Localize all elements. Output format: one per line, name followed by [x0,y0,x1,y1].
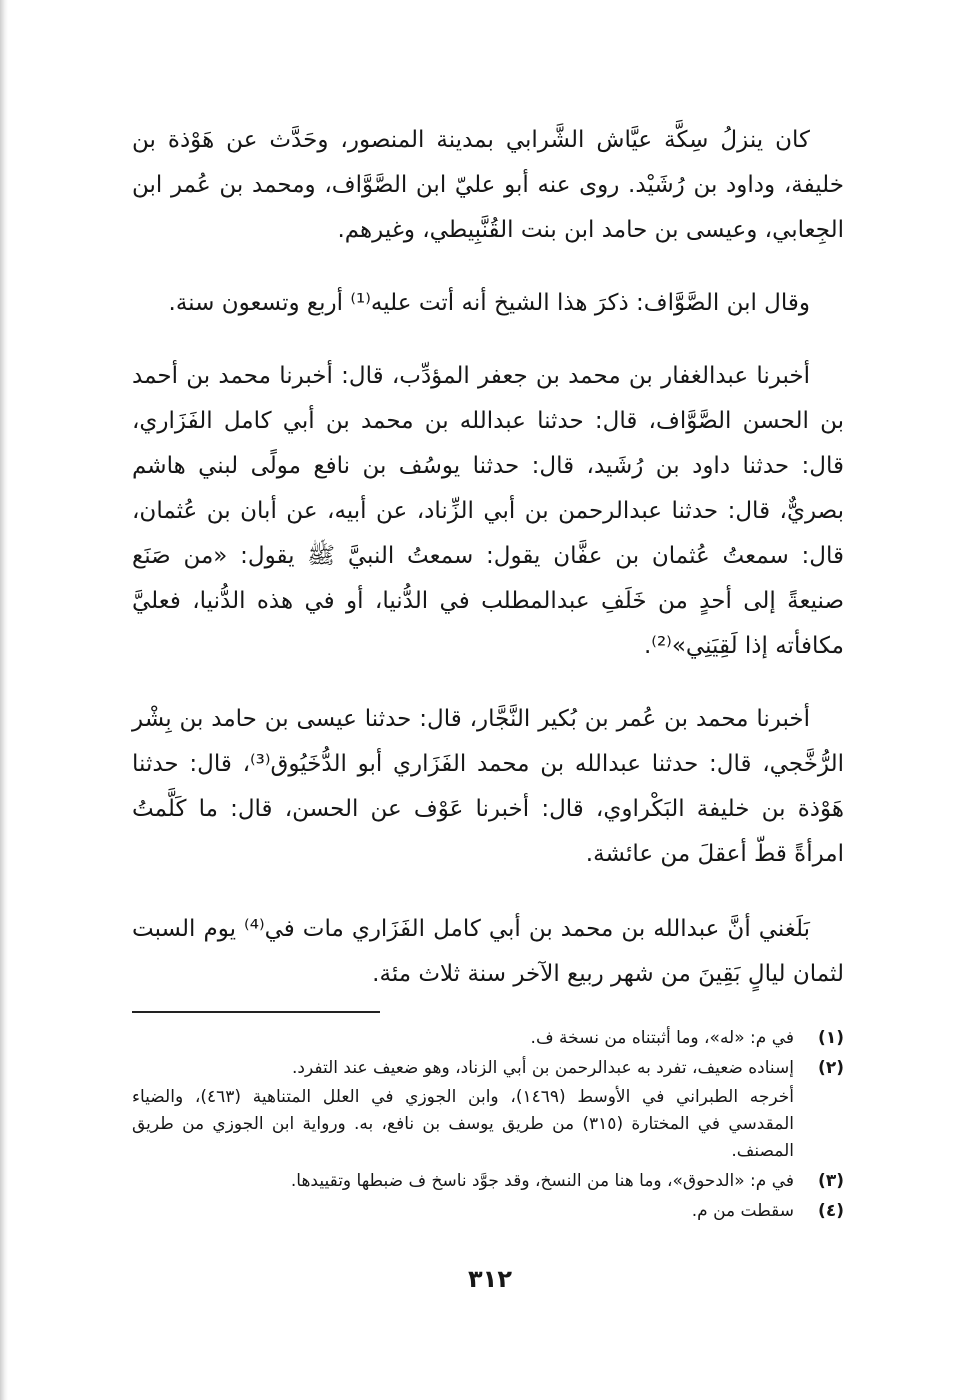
footnote-text: إسناده ضعيف، تفرد به عبدالرحمن بن أبي الزناد، وهو ضعيف عند التفرد. [292,1058,794,1078]
footnote-text: في م: «الدحوق»، وما هنا من النسخ، وقد جوَّد ناسخ ف ضبطها وتقييدها. [290,1171,794,1191]
body-paragraph: وقال ابن الصَّوَّاف: ذكرَ هذا الشيخ أنه أتت عليه⁽¹⁾ أربع وتسعون سنة. [168,290,810,316]
footnote-number: (٣) [818,1171,844,1191]
footnote-item [132,1055,844,1165]
footnotes [132,1025,844,1225]
footnote-item [132,1198,844,1225]
page-edge-shadow [0,0,8,1400]
footnote-divider [132,1011,380,1013]
footnote-text: في م: «له»، وما أثبتناه من نسخة ف. [530,1028,794,1048]
footnote-text: أخرجه الطبراني في الأوسط (١٤٦٩)، وابن الجوزي في العلل المتناهية (٤٦٣)، والضياء المقدسي في المختارة (٣١٥) من طريق يوسف بن نافع، به. ورواية ابن الجوزي من طريق المصنف. [132,1087,794,1161]
footnote-number: (٢) [818,1058,844,1078]
body-paragraph: أخبرنا عبدالغفار بن محمد بن جعفر المؤدِّب، قال: أخبرنا محمد بن أحمد بن الحسن الصَّوَّاف، قال: حدثنا عبدالله بن محمد بن أبي كامل الفَزَاري، قال: حدثنا داود بن رُشَيد، قال: حدثنا يوسُف بن نافع مولًى لبني هاشم بصريٌّ، قال: حدثنا عبدالرحمن بن أبي الزِّناد، عن أبيه، عن أبان بن عُثمان، قال: سمعتُ عُثمان بن عفَّان يقول: سمعتُ النبيَّ ﷺ يقول: «من صَنَع صنيعةً إلى أحدٍ من خَلَفِ عبدالمطلب في الدُّنيا، أو في هذه الدُّنيا، فعليَّ مكافأته إذا لَقِيَنِي»⁽²⁾. [132,363,844,659]
book-page [132,118,844,1228]
footnote-number: (٤) [818,1201,844,1221]
footnote-number: (١) [818,1028,844,1048]
body-paragraph: بَلَغني أنَّ عبدالله بن محمد بن أبي كامل الفَزَاري مات في⁽⁴⁾ يوم السبت لثمان ليالٍ بَقِينَ من شهر ربيع الآخر سنة ثلاث مئة. [132,916,844,987]
footnote-item [132,1025,844,1052]
page-number: ٣١٢ [468,1265,512,1293]
footnote-text: سقطت من م. [691,1201,794,1221]
body-paragraph: كان ينزلُ سِكَّة عيَّاش الشَّرابي بمدينة المنصور، وحَدَّث عن هَوْذة بن خليفة، وداود بن رُشَيْد. روى عنه أبو عليّ ابن الصَّوَّاف، ومحمد بن عُمر ابن الجِعابي، وعيسى بن حامد ابن بنت القُنَّبِيطي، وغيرهم. [132,127,844,243]
footnote-item [132,1168,844,1195]
body-paragraph: أخبرنا محمد بن عُمر بن بُكير النَّجَّار، قال: حدثنا عيسى بن حامد بن بِشْر الرُّخَّجي، قال: حدثنا عبدالله بن محمد الفَزَاري أبو الدُّخَيُوق⁽³⁾، قال: حدثنا هَوْذة بن خليفة البَكْراوي، قال: أخبرنا عَوْف عن الحسن، قال: ما كَلَّمتُ امرأةً قطّ أعقلَ من عائشة. [132,706,845,867]
